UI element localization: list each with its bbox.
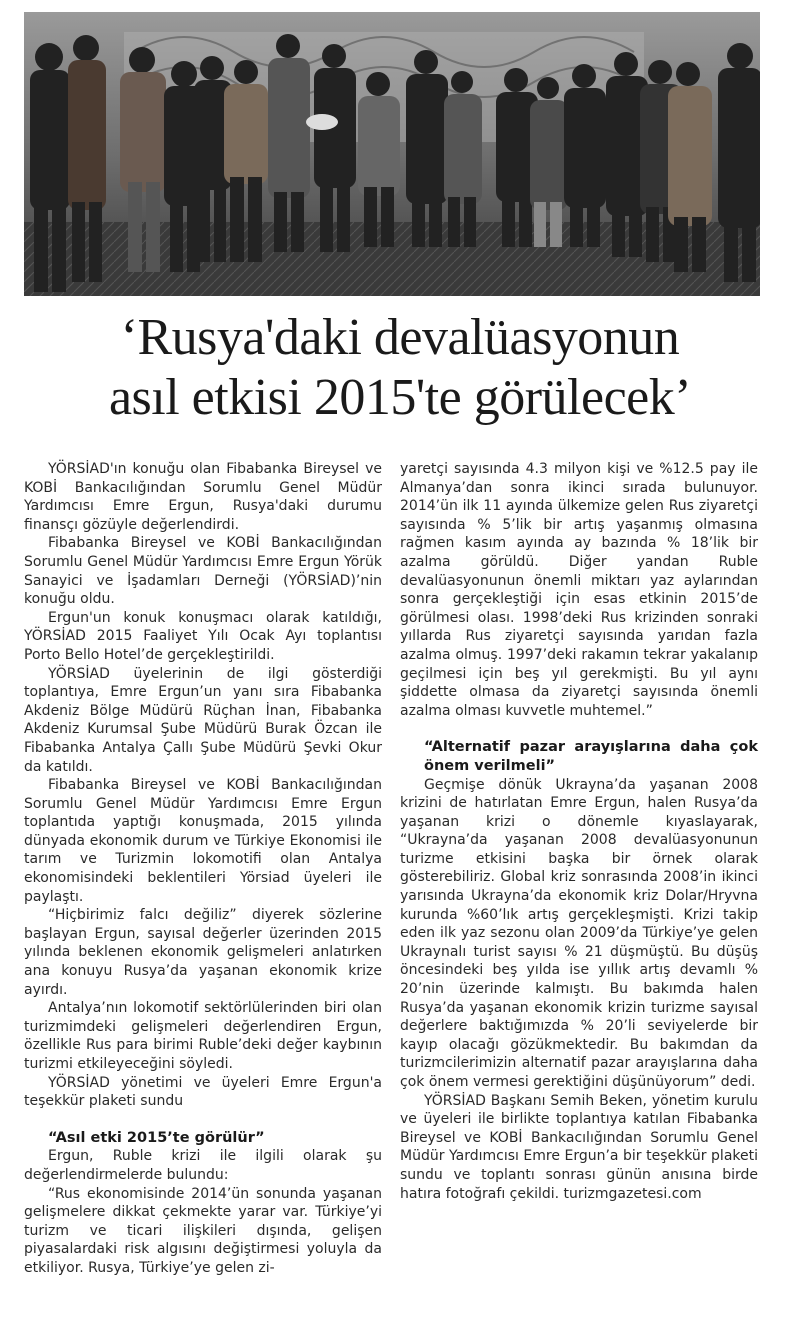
headline-line-2: asıl etkisi 2015'te görülecek’	[108, 369, 692, 426]
headline	[24, 308, 776, 428]
paragraph: YÖRSİAD Başkanı Semih Beken, yönetim kurulu ve üyeleri ile birlikte toplantıya katılan Fibabanka Bireysel ve KOBİ Bankacılığından Sorumlu Genel Müdür Yardımcısı Emre Ergun’a bir teşekkür plaketi sundu ve toplantı sonrası günün anısına birde hatıra fotoğrafı çekildi. turizmgazetesi.com	[400, 1092, 758, 1202]
group-photo	[24, 12, 760, 296]
paragraph: Fibabanka Bireysel ve KOBİ Bankacılığından Sorumlu Genel Müdür Yardımcısı Emre Ergun toplantıda yaptığı konuşmada, 2015 yılında dünyada ekonomik durum ve Türkiye Ekonomisi ile tarım ve Turizmin lokomotifi olan Antalya ekonomisindeki beklentileri Yörsiad üyeleri ile paylaştı.	[24, 777, 382, 905]
paragraph: “Hiçbirimiz falcı değiliz” diyerek sözlerine başlayan Ergun, sayısal değerler üzerinden 2015 yılında beklenen ekonomik gelişmeleri anlatırken ana konuyu Rusya’da yaşanan ekonomik krize ayırdı.	[24, 907, 382, 998]
subheading: “Alternatif pazar arayışlarına daha çok önem verilmeli”	[424, 739, 758, 774]
paragraph-continued: yaretçi sayısında 4.3 milyon kişi ve %12.5 pay ile Almanya’dan sonra ikinci sırada bulunuyor. 2014’ün ilk 11 ayında ülkemize gelen Rus ziyaretçi sayısında % 5’lik bir artış yaşanmış olmasına rağmen kasım ayında ay bazında % 18’lik bir azalma görüldü. Diğer yandan Ruble devalüasyonunun önemli miktarı yaz aylarından sonra gerçekleştiği için esas etkinin 2015’de görülmesi olası. 1998’deki Rus krizinden sonraki yıllarda Rus ziyaretçi sayısında yarıdan fazla azalma olmuş. 1997’deki rakamın tekrar yakalanıp geçilmesi için beş yıl gerekmişti. Bu yıl aynı şiddette olmasa da ziyaretçi sayısında önemli azalma olması kuvvetle muhtemel.”	[400, 461, 758, 719]
paragraph: Geçmişe dönük Ukrayna’da yaşanan 2008 krizini de hatırlatan Emre Ergun, halen Rusya’da yaşanan krizi o dönemle kıyaslayarak, “Ukrayna’da yaşanan 2008 devalüasyonunun turizme etkisini başka bir örnek olarak gösterebiliriz. Global kriz sonrasında 2008’in ikinci yarısında Ukrayna’da ekonomik kriz Dolar/Hryvna kurunda %60’lık artış gerçekleşmişti. Krizi takip eden ilk yaz sezonu olan 2009’da Türkiye’ye gelen Ukraynalı turist sayısı % 21 düşmüştü. Bu düşüş öncesindeki beş yılda ise yıllık artış devamlı % 20’nin üzerinde kalmıştı. Bu bakımda halen Rusya’da yaşanan ekonomik krizin turizme sayısal değerlere baktığımızda % 20’li seviyelerde bir kayıp olacağı gözükmektedir. Bu bakımdan da turizmcilerimizin alternatif pazar arayışlarına daha çok önem vermesi gerektiğini düşünüyorum” dedi.	[400, 776, 758, 1090]
paragraph: Ergun'un konuk konuşmacı olarak katıldığı, YÖRSİAD 2015 Faaliyet Yılı Ocak Ayı toplantısı Porto Bello Hotel’de gerçekleştirildi.	[24, 609, 382, 663]
paragraph: YÖRSİAD üyelerinin de ilgi gösterdiği toplantıya, Emre Ergun’un yanı sıra Fibabanka Akdeniz Bölge Müdürü Rüçhan İnan, Fibabanka Akdeniz Kurumsal Şube Müdürü Burak Özcan ile Fibabanka Antalya Çallı Şube Müdürü Şevki Okur da katıldı.	[24, 665, 382, 775]
paragraph: YÖRSİAD yönetimi ve üyeleri Emre Ergun'a teşekkür plaketi sundu	[24, 1074, 382, 1110]
paragraph: YÖRSİAD'ın konuğu olan Fibabanka Bireysel ve KOBİ Bankacılığından Sorumlu Genel Müdür Yardımcısı Emre Ergun, Rusya'daki durumu finansçı gözüyle değerlendirdi.	[24, 461, 382, 533]
paragraph: Antalya’nın lokomotif sektörlülerinden biri olan turizmimdeki gelişmeleri değerlendiren Ergun, özellikle Rus para birimi Ruble’deki değer kaybının turizmi etkileyeceğini söyledi.	[24, 1000, 382, 1072]
paragraph: Fibabanka Bireysel ve KOBİ Bankacılığından Sorumlu Genel Müdür Yardımcısı Emre Ergun Yörük Sanayici ve İşadamları Derneği (YÖRSİAD)’nin konuğu oldu.	[24, 535, 382, 608]
paragraph: Ergun, Ruble krizi ile ilgili olarak şu değerlendirmelerde bulundu:	[24, 1148, 382, 1183]
group-photo-illustration	[24, 12, 760, 296]
paragraph: “Rus ekonomisinde 2014’ün sonunda yaşanan gelişmelere dikkat çekmekte yarar var. Türkiye’yi turizm ve ticari ilişkileri dışında, gelişen piyasalardaki risk algısını değiştirmesi yoluyla da etkiliyor. Rusya, Türkiye’ye gelen zi-	[24, 1185, 382, 1276]
subheading: “Asıl etki 2015’te görülür”	[48, 1129, 265, 1146]
left-column	[24, 460, 382, 1278]
right-column	[400, 460, 758, 1203]
headline-line-1: ‘Rusya'daki devalüasyonun	[120, 309, 680, 366]
